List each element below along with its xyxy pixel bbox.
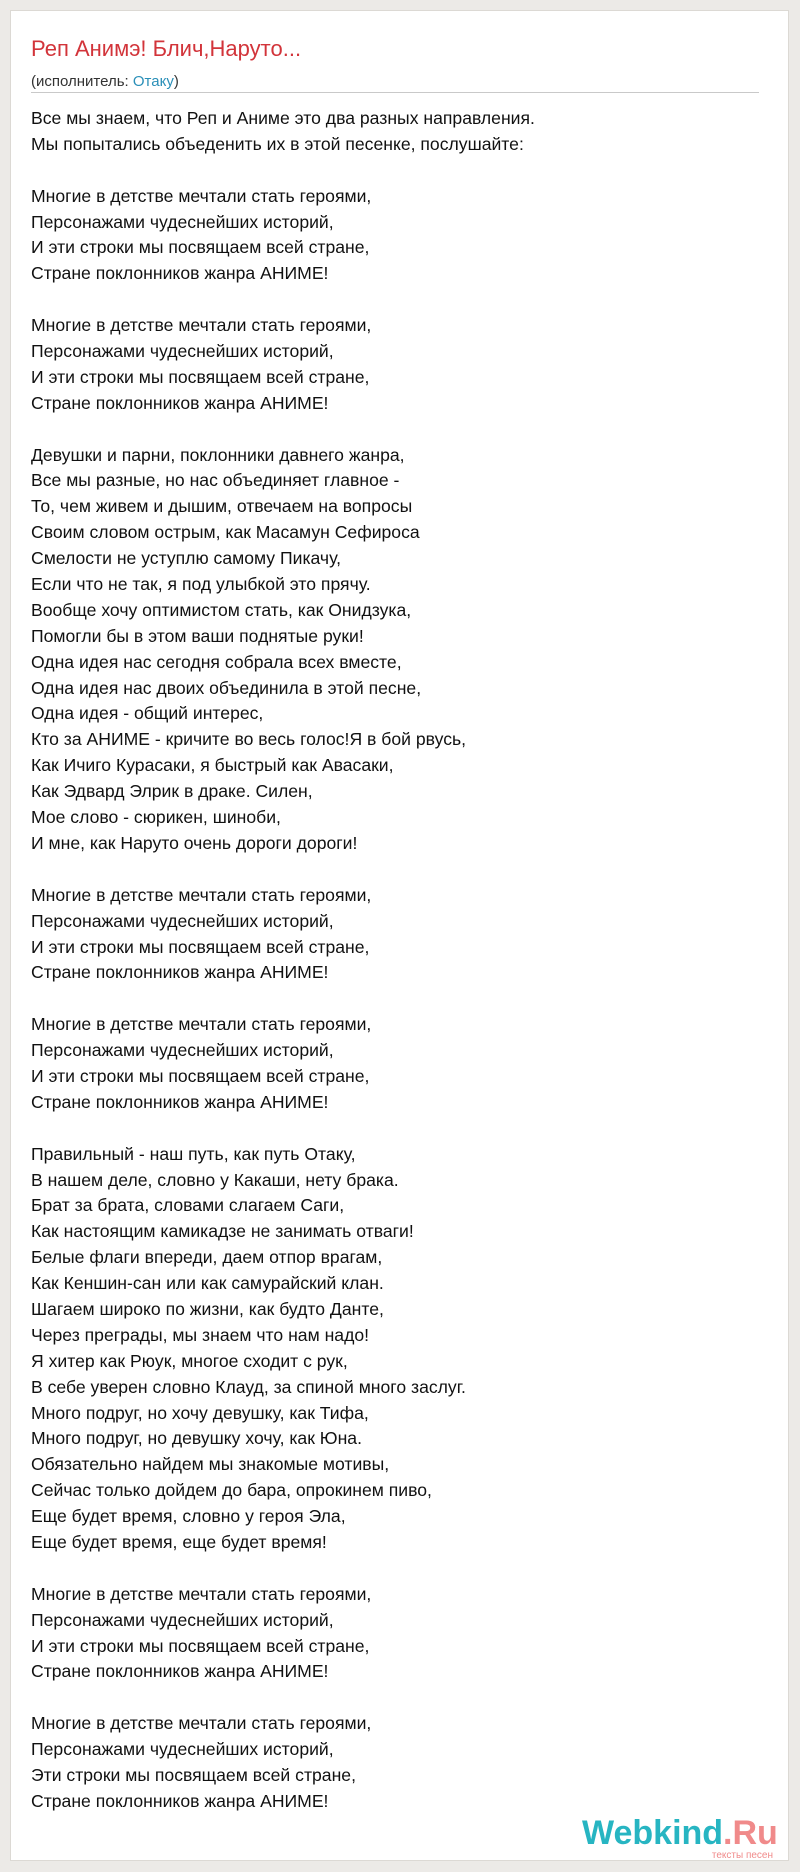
logo-name: Webkind <box>582 1814 724 1852</box>
lyric-line: Я хитер как Рюук, многое сходит с рук, <box>31 1350 348 1371</box>
lyric-line <box>31 986 771 1012</box>
logo-tld: Ru <box>732 1814 778 1852</box>
artist-prefix: (исполнитель: <box>31 73 133 90</box>
lyric-line: Если что не так, я под улыбкой это прячу. <box>31 574 371 595</box>
lyric-line: Вообще хочу оптимистом стать, как Онидзука, <box>31 599 412 620</box>
logo-wordmark <box>582 1814 778 1853</box>
lyric-line: Одна идея нас сегодня собрала всех вместе, <box>31 651 402 672</box>
lyric-line: Все мы разные, но нас объединяет главное - <box>31 470 400 491</box>
lyric-line <box>31 417 771 443</box>
lyric-line: Стране поклонников жанра АНИМЕ! <box>31 1661 329 1682</box>
lyric-line: Брат за брата, словами слагаем Саги, <box>31 1195 345 1216</box>
lyric-line: И эти строки мы посвящаем всей стране, <box>31 1635 370 1656</box>
lyric-line: И мне, как Наруто очень дороги дороги! <box>31 832 358 853</box>
lyric-line: Через преграды, мы знаем что нам надо! <box>31 1324 370 1345</box>
lyric-line: Много подруг, но девушку хочу, как Юна. <box>31 1428 362 1449</box>
lyric-line: И эти строки мы посвящаем всей стране, <box>31 237 370 258</box>
lyric-line: Многие в детстве мечтали стать героями, <box>31 1014 372 1035</box>
lyric-line: В себе уверен словно Клауд, за спиной много заслуг. <box>31 1376 466 1397</box>
lyric-line: Мое слово - сюрикен, шиноби, <box>31 807 281 828</box>
lyric-line: И эти строки мы посвящаем всей стране, <box>31 366 370 387</box>
lyric-line <box>31 1556 771 1582</box>
artist-suffix: ) <box>173 73 179 90</box>
lyric-line: Многие в детстве мечтали стать героями, <box>31 315 372 336</box>
lyric-line: Сейчас только дойдем до бара, опрокинем пиво, <box>31 1480 432 1501</box>
lyric-line <box>31 1116 771 1142</box>
lyric-line: Как настоящим камикадзе не занимать отваги! <box>31 1221 414 1242</box>
lyric-line: Все мы знаем, что Реп и Аниме это два разных направления. <box>31 108 535 128</box>
song-title: Реп Анимэ! Блич,Наруто... <box>31 36 302 61</box>
lyric-line <box>31 158 771 184</box>
lyric-line: Стране поклонников жанра АНИМЕ! <box>31 1790 329 1811</box>
lyric-line: Персонажами чудеснейших историй, <box>31 1040 334 1061</box>
lyric-line: Как Эдвард Элрик в драке. Силен, <box>31 781 313 802</box>
lyric-line: Персонажами чудеснейших историй, <box>31 211 334 232</box>
lyric-line: Как Кеншин-сан или как самурайский клан. <box>31 1273 384 1294</box>
lyric-line: Стране поклонников жанра АНИМЕ! <box>31 1091 329 1112</box>
lyric-line: Обязательно найдем мы знакомые мотивы, <box>31 1454 390 1475</box>
lyric-line: Одна идея - общий интерес, <box>31 703 264 724</box>
lyric-line: Кто за АНИМЕ - кричите во весь голос!Я в бой рвусь, <box>31 729 467 750</box>
lyric-line: Персонажами чудеснейших историй, <box>31 910 334 931</box>
webkind-logo[interactable] <box>582 1814 777 1862</box>
lyric-line <box>31 857 771 883</box>
lyric-line: Одна идея нас двоих объединила в этой песне, <box>31 677 422 698</box>
lyric-line: Стране поклонников жанра АНИМЕ! <box>31 263 329 284</box>
lyric-line: Многие в детстве мечтали стать героями, <box>31 1713 372 1734</box>
lyric-line: Многие в детстве мечтали стать героями, <box>31 185 372 206</box>
lyrics-body <box>31 106 771 1815</box>
logo-tagline: тексты песен <box>711 1850 773 1861</box>
lyric-line: Еще будет время, еще будет время! <box>31 1531 327 1552</box>
lyric-line: Персонажами чудеснейших историй, <box>31 1609 334 1630</box>
logo-dot: . <box>723 1814 733 1852</box>
lyric-line: И эти строки мы посвящаем всей стране, <box>31 936 370 957</box>
lyric-line: Стране поклонников жанра АНИМЕ! <box>31 962 329 983</box>
lyric-line: В нашем деле, словно у Какаши, нету брака. <box>31 1169 399 1190</box>
lyric-line: То, чем живем и дышим, отвечаем на вопросы <box>31 496 413 517</box>
artist-line <box>31 73 179 90</box>
lyric-line: И эти строки мы посвящаем всей стране, <box>31 1065 370 1086</box>
lyric-line: Смелости не уступлю самому Пикачу, <box>31 548 342 569</box>
lyric-line: Персонажами чудеснейших историй, <box>31 1739 334 1760</box>
lyric-line: Эти строки мы посвящаем всей стране, <box>31 1765 356 1785</box>
lyric-line: Помогли бы в этом ваши поднятые руки! <box>31 625 364 646</box>
lyric-line: Персонажами чудеснейших историй, <box>31 341 334 362</box>
lyric-line: Многие в детстве мечтали стать героями, <box>31 884 372 905</box>
lyric-line: Своим словом острым, как Масамун Сефироса <box>31 522 420 543</box>
lyric-line: Стране поклонников жанра АНИМЕ! <box>31 392 329 413</box>
lyric-line <box>31 287 771 313</box>
title-divider <box>31 92 759 93</box>
lyric-line: Девушки и парни, поклонники давнего жанра, <box>31 444 405 465</box>
lyric-line: Многие в детстве мечтали стать героями, <box>31 1583 372 1604</box>
lyric-line: Много подруг, но хочу девушку, как Тифа, <box>31 1402 369 1423</box>
lyric-line: Мы попытались объеденить их в этой песенке, послушайте: <box>31 133 524 154</box>
lyric-line: Шагаем широко по жизни, как будто Данте, <box>31 1298 384 1319</box>
lyric-line: Как Ичиго Курасаки, я быстрый как Авасаки, <box>31 755 394 776</box>
artist-link[interactable]: Отаку <box>132 73 174 90</box>
lyric-line: Белые флаги впереди, даем отпор врагам, <box>31 1247 383 1268</box>
lyric-line <box>31 1685 771 1711</box>
lyric-line: Правильный - наш путь, как путь Отаку, <box>31 1143 356 1164</box>
lyric-line: Еще будет время, словно у героя Эла, <box>31 1506 346 1527</box>
